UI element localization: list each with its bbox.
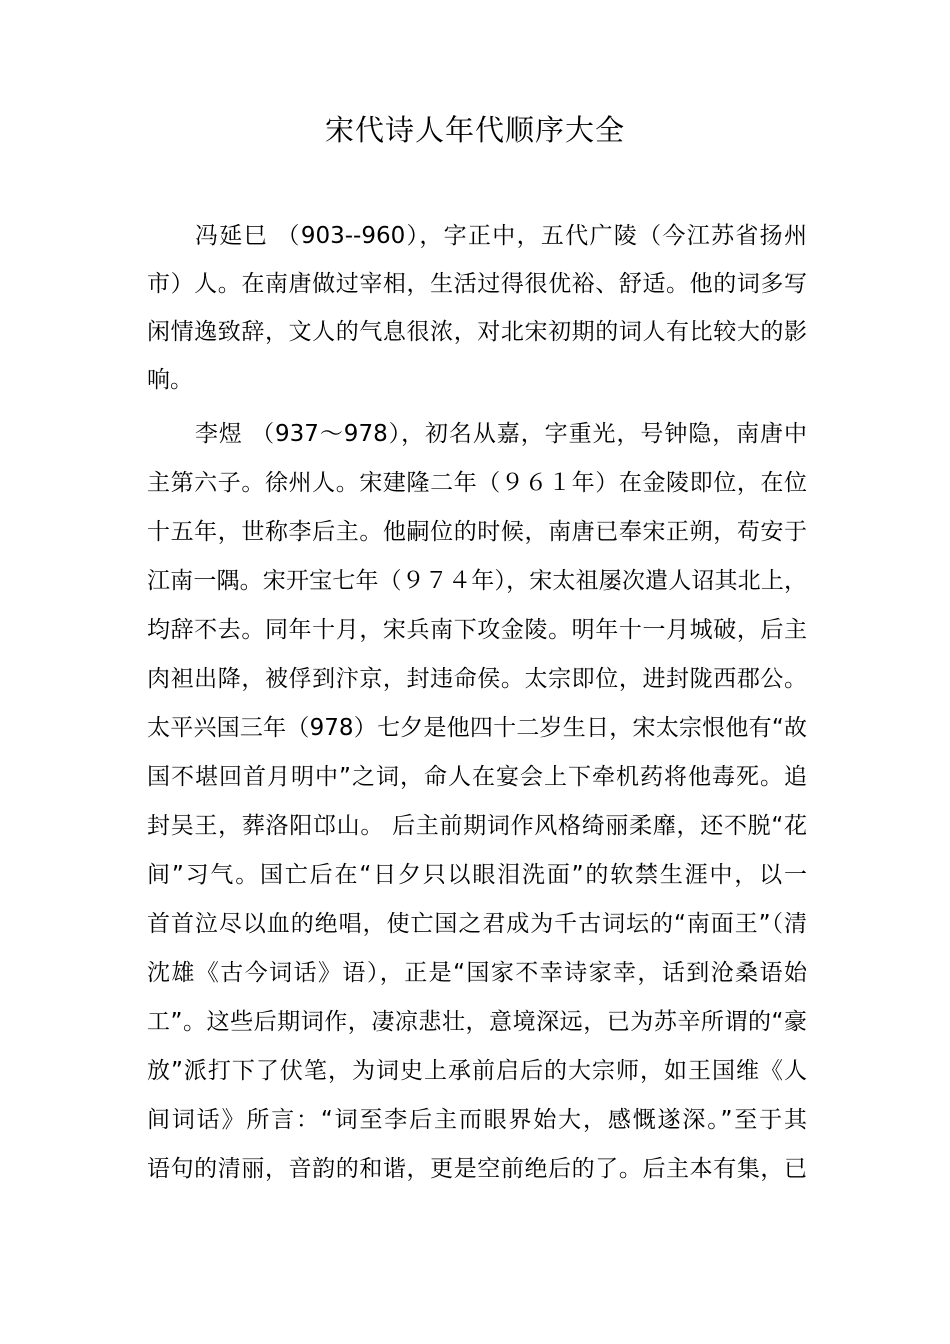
text-line: 均辞不去。同年十月，宋兵南下攻金陵。明年十一月城破，后主 [147, 617, 807, 643]
text-line: 李煜 （937～978），初名从嘉，字重光，号钟隐，南唐中 [195, 421, 807, 447]
text-line: 市）人。在南唐做过宰相，生活过得很优裕、舒适。他的词多写 [147, 271, 807, 297]
page-title: 宋代诗人年代顺序大全 [324, 113, 625, 147]
text-line: 封吴王，葬洛阳邙山。 后主前期词作风格绮丽柔靡，还不脱“花 [147, 813, 807, 839]
text-line: 首首泣尽以血的绝唱，使亡国之君成为千古词坛的“南面王”（清 [147, 911, 807, 937]
text-line: 间”习气。国亡后在“日夕只以眼泪洗面”的软禁生涯中，以一 [147, 862, 807, 888]
text-line: 主第六子。徐州人。宋建隆二年（９６１年）在金陵即位，在位 [147, 470, 807, 496]
text-line: 太平兴国三年（978）七夕是他四十二岁生日，宋太宗恨他有“故 [147, 715, 807, 741]
text-line: 工”。这些后期词作，凄凉悲壮，意境深远，已为苏辛所谓的“豪 [147, 1009, 807, 1035]
text-line: 十五年，世称李后主。他嗣位的时候，南唐已奉宋正朔，苟安于 [147, 519, 807, 545]
text-line: 闲情逸致辞，文人的气息很浓，对北宋初期的词人有比较大的影 [147, 319, 807, 345]
text-line: 语句的清丽，音韵的和谐，更是空前绝后的了。后主本有集，已 [147, 1156, 807, 1182]
text-line: 江南一隅。宋开宝七年（９７４年），宋太祖屡次遣人诏其北上， [147, 568, 807, 594]
text-line: 响。 [147, 367, 193, 393]
text-line: 肉袒出降，被俘到汴京，封违命侯。太宗即位，进封陇西郡公。 [147, 666, 807, 692]
text-line: 间词话》所言：“词至李后主而眼界始大，感慨遂深。”至于其 [147, 1107, 807, 1133]
text-line: 冯延巳 （903--960），字正中，五代广陵（今江苏省扬州 [195, 223, 807, 249]
text-line: 放”派打下了伏笔，为词史上承前启后的大宗师，如王国维《人 [147, 1058, 807, 1084]
text-line: 国不堪回首月明中”之词，命人在宴会上下牵机药将他毒死。追 [147, 764, 807, 790]
text-line: 沈雄《古今词话》语），正是“国家不幸诗家幸，话到沧桑语始 [147, 960, 807, 986]
